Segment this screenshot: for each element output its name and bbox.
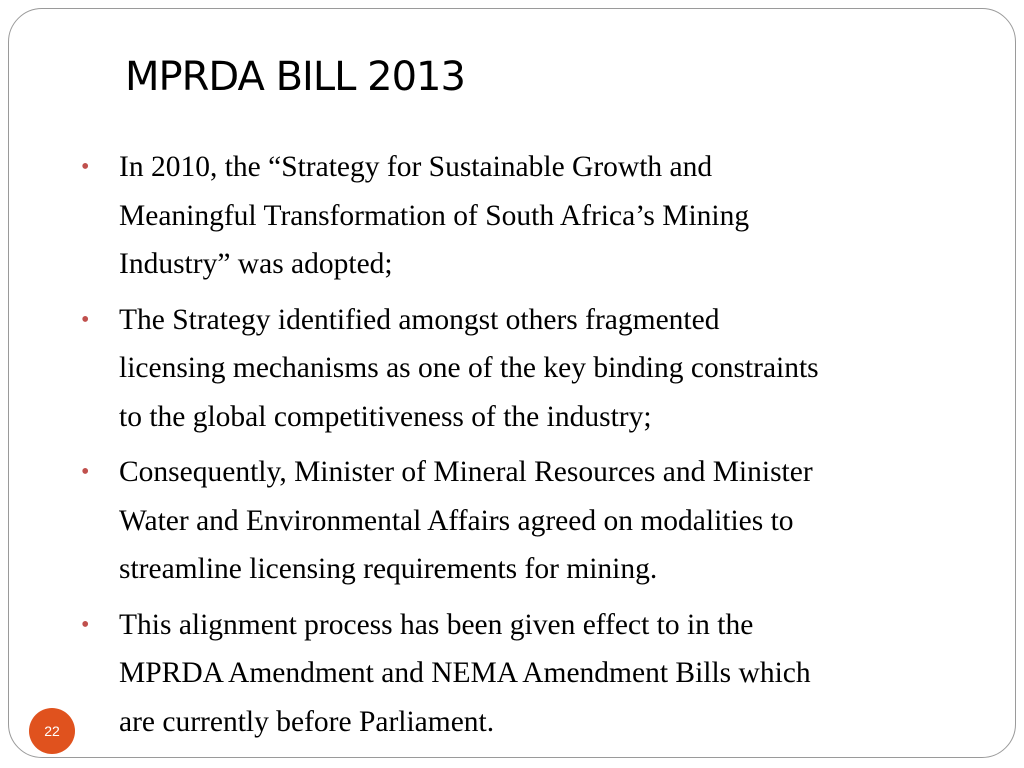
- bullet-item: [81, 448, 981, 594]
- page-number-badge: 22: [29, 708, 75, 754]
- bullet-line: are currently before Parliament.: [119, 705, 495, 738]
- bullet-line: Water and Environmental Affairs agreed on modalities to: [119, 504, 794, 537]
- bullet-marker: •: [81, 154, 90, 180]
- bullet-marker: •: [81, 459, 90, 485]
- bullet-line: Consequently, Minister of Mineral Resources and Minister: [119, 456, 813, 488]
- bullet-marker: •: [81, 306, 90, 333]
- bullet-line: Industry” was adopted;: [119, 248, 393, 280]
- bullet-item: [81, 296, 981, 442]
- bullet-line: MPRDA Amendment and NEMA Amendment Bills which: [119, 657, 811, 689]
- bullet-line: Meaningful Transformation of South Africa’s Mining: [119, 199, 750, 232]
- slide-frame: [8, 8, 1016, 758]
- bullet-line: This alignment process has been given effect to in the: [119, 608, 754, 641]
- bullet-line: to the global competitiveness of the industry;: [119, 400, 652, 433]
- bullet-line: licensing mechanisms as one of the key binding constraints: [119, 352, 819, 384]
- bullet-line: streamline licensing requirements for mining.: [119, 553, 658, 585]
- bullet-line: The Strategy identified amongst others fragmented: [119, 303, 720, 336]
- bullet-list: [81, 143, 981, 753]
- bullet-marker: •: [81, 611, 90, 638]
- bullet-line: In 2010, the “Strategy for Sustainable Growth and: [119, 151, 713, 183]
- bullet-item: [81, 143, 981, 289]
- slide-title: MPRDA BILL 2013: [125, 54, 465, 100]
- bullet-item: [81, 601, 981, 747]
